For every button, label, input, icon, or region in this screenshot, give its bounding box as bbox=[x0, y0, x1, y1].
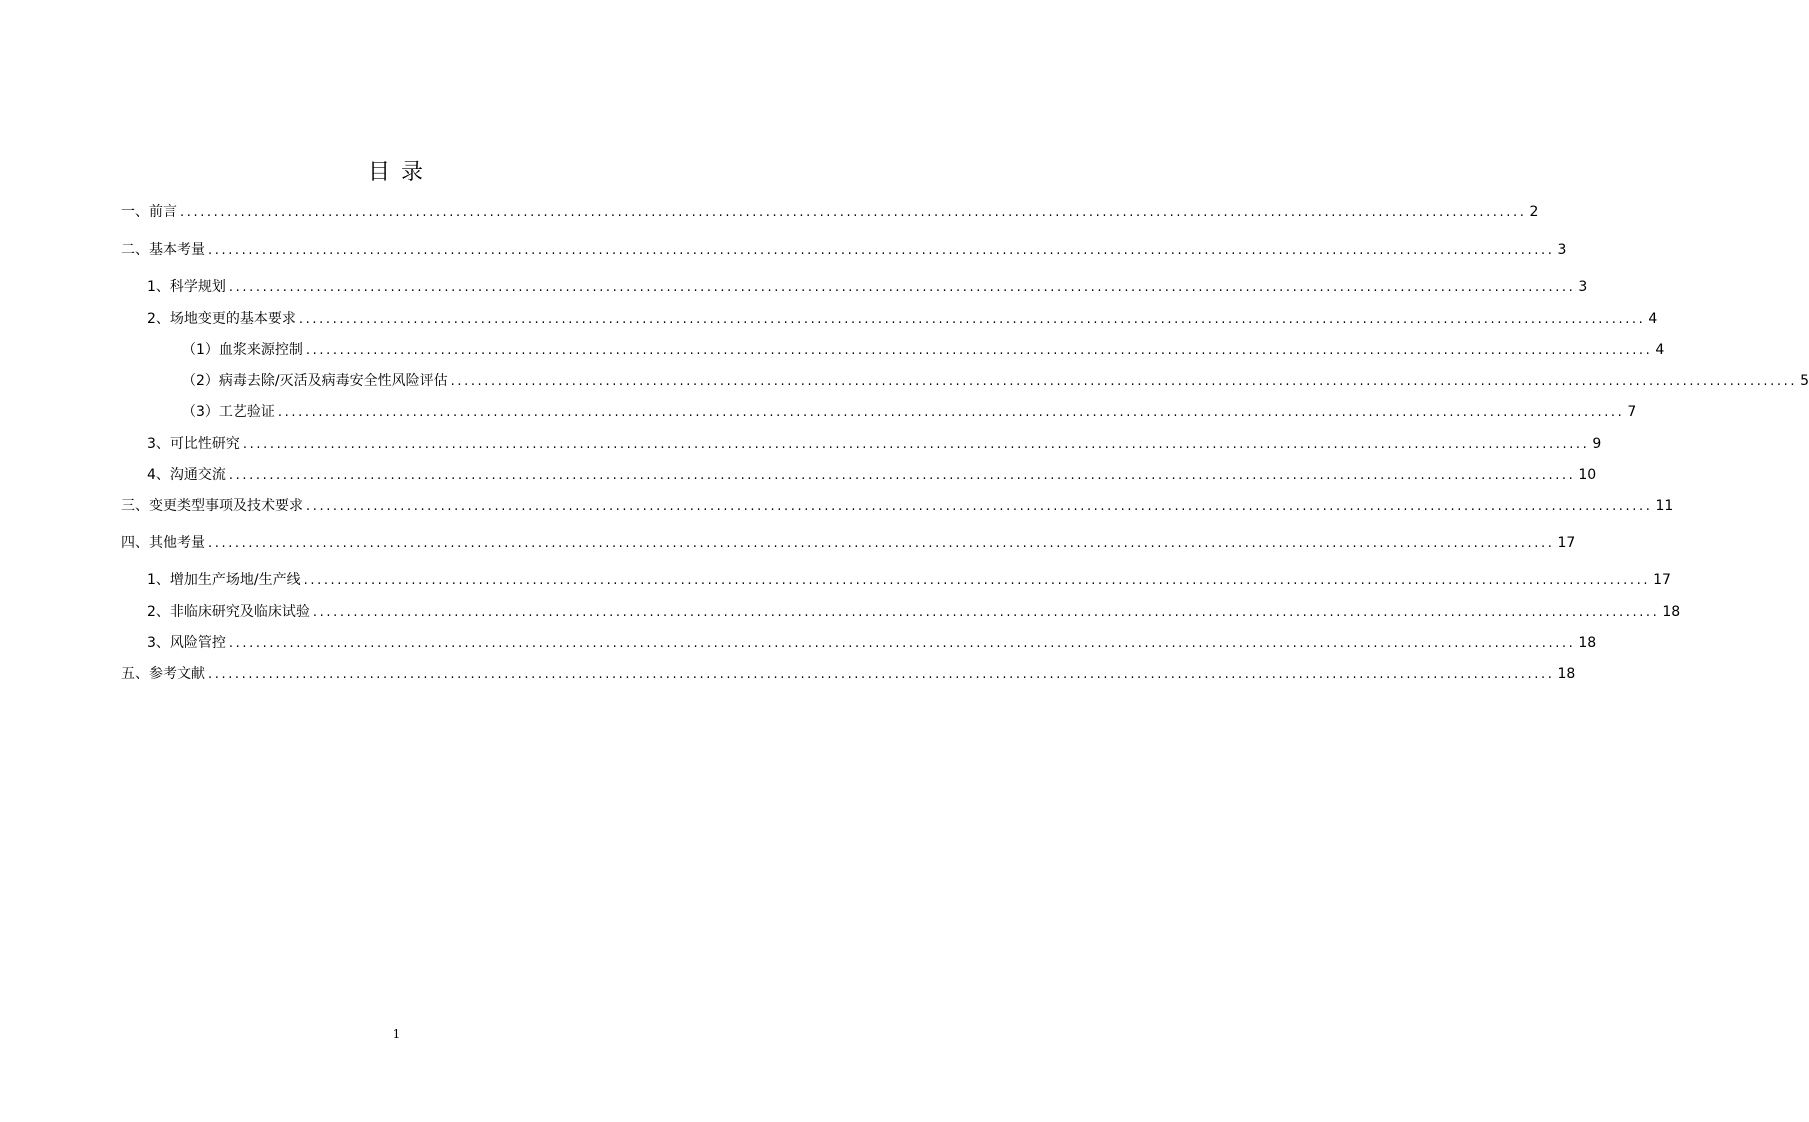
toc-dot-leader: ........................................................................................................................................................................................................ bbox=[208, 243, 1555, 258]
toc-dot-leader: ........................................................................................................................................................................................................ bbox=[208, 667, 1555, 682]
toc-dot-leader: ........................................................................................................................................................................................................ bbox=[306, 499, 1653, 514]
toc-entry-label: （2）病毒去除/灭活及病毒安全性风险评估 bbox=[182, 373, 448, 389]
toc-entry[interactable] bbox=[147, 633, 1597, 653]
toc-entry-label: 三、变更类型事项及技术要求 bbox=[121, 498, 303, 514]
toc-entry[interactable] bbox=[121, 533, 1576, 553]
toc-dot-leader: ........................................................................................................................................................................................................ bbox=[242, 437, 1590, 452]
toc-entry-page-number: 3 bbox=[1578, 279, 1588, 295]
toc-entry-label: 3、风险管控 bbox=[147, 635, 226, 651]
toc-dot-leader: ........................................................................................................................................................................................................ bbox=[228, 636, 1576, 651]
toc-entry-label: 3、可比性研究 bbox=[147, 436, 240, 452]
toc-dot-leader: ........................................................................................................................................................................................................ bbox=[208, 536, 1555, 551]
toc-entry[interactable] bbox=[121, 664, 1576, 684]
toc-entry-page-number: 18 bbox=[1557, 666, 1576, 682]
toc-entry-page-number: 2 bbox=[1529, 204, 1539, 220]
toc-entry[interactable] bbox=[147, 602, 1681, 622]
toc-dot-leader: ........................................................................................................................................................................................................ bbox=[312, 605, 1660, 620]
toc-entry-page-number: 5 bbox=[1800, 373, 1809, 389]
toc-entry-label: 1、科学规划 bbox=[147, 279, 226, 295]
toc-entry-page-number: 4 bbox=[1655, 342, 1665, 358]
toc-entry-page-number: 4 bbox=[1648, 311, 1658, 327]
toc-entry[interactable] bbox=[147, 277, 1588, 297]
toc-dot-leader: ........................................................................................................................................................................................................ bbox=[303, 573, 1651, 588]
toc-entry-page-number: 9 bbox=[1592, 436, 1602, 452]
toc-entry-label: 1、增加生产场地/生产线 bbox=[147, 572, 301, 588]
toc-entry-label: （1）血浆来源控制 bbox=[182, 342, 303, 358]
toc-entry[interactable] bbox=[147, 309, 1658, 329]
toc-entry-label: （3）工艺验证 bbox=[182, 404, 275, 420]
toc-entry[interactable] bbox=[147, 434, 1602, 454]
toc-entry-label: 二、基本考量 bbox=[121, 242, 205, 258]
toc-entry-page-number: 17 bbox=[1653, 572, 1671, 588]
toc-dot-leader: ........................................................................................................................................................................................................ bbox=[277, 405, 1625, 420]
toc-dot-leader: ........................................................................................................................................................................................................ bbox=[228, 468, 1576, 483]
toc-dot-leader: ........................................................................................................................................................................................................ bbox=[450, 374, 1798, 389]
toc-entry[interactable] bbox=[121, 240, 1567, 260]
toc-dot-leader: ........................................................................................................................................................................................................ bbox=[298, 312, 1646, 327]
toc-entry[interactable] bbox=[147, 465, 1597, 485]
toc-dot-leader: ........................................................................................................................................................................................................ bbox=[180, 205, 1527, 220]
toc-entry-page-number: 17 bbox=[1557, 535, 1576, 551]
toc-entry-page-number: 18 bbox=[1578, 635, 1597, 651]
toc-entry[interactable] bbox=[147, 570, 1671, 590]
toc-entry-label: 一、前言 bbox=[121, 204, 177, 220]
toc-entry-page-number: 7 bbox=[1627, 404, 1637, 420]
toc-entry[interactable] bbox=[121, 202, 1539, 222]
toc-dot-leader: ........................................................................................................................................................................................................ bbox=[305, 343, 1653, 358]
page-number: 1 bbox=[392, 1027, 401, 1041]
toc-title: 目 录 bbox=[368, 160, 425, 185]
toc-entry-label: 4、沟通交流 bbox=[147, 467, 226, 483]
toc-entry-label: 五、参考文献 bbox=[121, 666, 205, 682]
toc-entry[interactable] bbox=[182, 340, 1665, 360]
toc-entry-page-number: 18 bbox=[1662, 604, 1681, 620]
toc-entry[interactable] bbox=[121, 496, 1674, 516]
toc-entry-page-number: 11 bbox=[1655, 498, 1674, 514]
toc-dot-leader: ........................................................................................................................................................................................................ bbox=[228, 280, 1576, 295]
toc-entry[interactable] bbox=[182, 402, 1637, 422]
toc-entry-page-number: 10 bbox=[1578, 467, 1597, 483]
toc-entry[interactable] bbox=[182, 371, 1809, 391]
toc-entry-label: 2、非临床研究及临床试验 bbox=[147, 604, 310, 620]
toc-entry-label: 四、其他考量 bbox=[121, 535, 205, 551]
toc-entry-label: 2、场地变更的基本要求 bbox=[147, 311, 296, 327]
toc-entry-page-number: 3 bbox=[1557, 242, 1567, 258]
